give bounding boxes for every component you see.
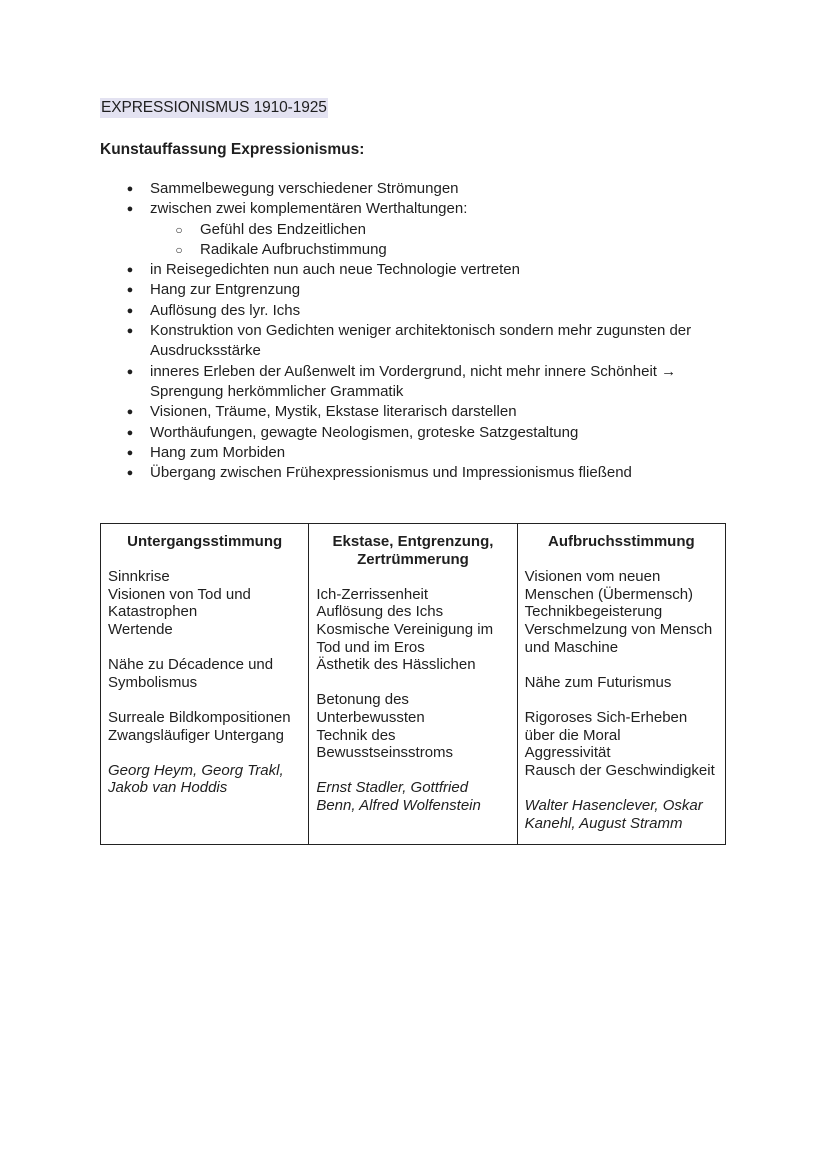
cell-text: Technikbegeisterung — [524, 603, 663, 621]
list-item: ● Visionen, Träume, Mystik, Ekstase literarisch darstellen — [100, 402, 720, 422]
table-row — [101, 568, 726, 845]
spacer — [525, 691, 719, 709]
list-item: ● in Reisegedichten nun auch neue Technologie vertreten — [100, 260, 720, 280]
sub-list-item: ○ Radikale Aufbruchstimmung — [100, 240, 720, 260]
spacer — [316, 674, 510, 692]
cell-text: Wertende — [108, 620, 173, 638]
list-item: ● Auflösung des lyr. Ichs — [100, 301, 720, 321]
spacer — [316, 762, 510, 780]
cell-text: Menschen (Übermensch) — [524, 585, 694, 603]
cell-text: Aggressivität — [524, 744, 611, 762]
list-item: ● Hang zum Morbiden — [100, 443, 720, 463]
cell-text: Symbolismus — [108, 673, 198, 691]
cell-aufbruchsstimmung — [517, 568, 725, 845]
cell-text: Visionen von Tod und — [108, 585, 251, 603]
cell-text: und Maschine — [524, 638, 619, 656]
page-title: EXPRESSIONISMUS 1910-1925 — [101, 99, 327, 116]
cell-text: Ästhetik des Hässlichen — [316, 656, 476, 674]
bullet-icon: ● — [126, 304, 134, 317]
cell-text: Zwangsläufiger Untergang — [108, 726, 284, 744]
list-item: ● Sammelbewegung verschiedener Strömungen — [100, 179, 720, 199]
cell-text: Technik des — [316, 726, 396, 744]
sub-bullet-icon: ○ — [175, 222, 183, 237]
list-item: ● inneres Erleben der Außenwelt im Vordergrund, nicht mehr innere Schönheit → Sprengung herkömmlicher Grammatik — [100, 362, 720, 403]
spacer — [316, 568, 510, 586]
cell-text: Rausch der Geschwindigkeit — [524, 761, 715, 779]
spacer — [525, 779, 719, 797]
cell-text: Unterbewussten — [316, 708, 425, 726]
header-aufbruchsstimmung: Aufbruchsstimmung — [517, 524, 725, 569]
cell-text: Nähe zu Décadence und — [108, 656, 274, 674]
list-item: ● zwischen zwei komplementären Werthaltungen: — [100, 199, 720, 219]
header-untergangsstimmung: Untergangsstimmung — [101, 524, 309, 569]
list-item: ● Konstruktion von Gedichten weniger architektonisch sondern mehr zugunsten der Ausdrucksstärke — [100, 321, 720, 362]
authors-text: Ernst Stadler, Gottfried — [316, 779, 469, 797]
bullet-icon: ● — [126, 284, 134, 297]
bullet-icon: ● — [126, 183, 134, 195]
cell-text: über die Moral — [524, 726, 621, 744]
section-subheading: Kunstauffassung Expressionismus: — [100, 141, 365, 158]
list-item: ● Hang zur Entgrenzung — [100, 280, 720, 300]
bullet-icon: ● — [126, 325, 134, 338]
authors-text: Benn, Alfred Wolfenstein — [316, 796, 481, 814]
cell-text: Rigoroses Sich-Erheben — [524, 708, 688, 726]
authors-text: Jakob van Hoddis — [108, 779, 228, 797]
cell-text: Ich-Zerrissenheit — [316, 585, 429, 603]
header-ekstase: Ekstase, Entgrenzung, Zertrümmerung — [309, 524, 517, 569]
spacer — [108, 639, 302, 657]
list-item: ● Übergang zwischen Frühexpressionismus und Impressionismus fließend — [100, 463, 720, 483]
table-header-row — [101, 524, 726, 569]
cell-text: Nähe zum Futurismus — [524, 673, 672, 691]
spacer — [525, 656, 719, 674]
cell-text: Bewusstseinsstroms — [316, 744, 454, 762]
bullet-icon: ● — [126, 406, 134, 419]
bullet-icon: ● — [126, 467, 134, 480]
bullet-icon: ● — [126, 203, 134, 216]
cell-text: Tod und im Eros — [316, 638, 425, 656]
bullet-icon: ● — [126, 264, 134, 277]
authors-text: Georg Heym, Georg Trakl, — [108, 761, 284, 779]
spacer — [108, 691, 302, 709]
sub-bullet-icon: ○ — [175, 242, 183, 257]
cell-text: Visionen vom neuen — [524, 568, 661, 586]
cell-text: Sinnkrise — [108, 568, 170, 586]
bullet-list — [100, 179, 720, 483]
cell-text: Katastrophen — [108, 603, 198, 621]
spacer — [108, 744, 302, 762]
authors-text: Kanehl, August Stramm — [524, 814, 683, 832]
cell-untergangsstimmung — [101, 568, 309, 845]
cell-text: Kosmische Vereinigung im — [316, 620, 494, 638]
comparison-table — [100, 523, 726, 845]
bullet-icon: ● — [126, 446, 134, 459]
cell-text: Auflösung des Ichs — [316, 603, 444, 621]
bullet-icon: ● — [126, 365, 134, 378]
cell-text: Verschmelzung von Mensch — [524, 620, 713, 638]
list-item: ● Worthäufungen, gewagte Neologismen, groteske Satzgestaltung — [100, 423, 720, 443]
cell-text: Betonung des — [316, 691, 409, 709]
cell-ekstase — [309, 568, 517, 845]
bullet-icon: ● — [126, 426, 134, 439]
authors-text: Walter Hasenclever, Oskar — [524, 796, 703, 814]
sub-list-item: ○ Gefühl des Endzeitlichen — [100, 220, 720, 240]
cell-text: Surreale Bildkompositionen — [108, 708, 291, 726]
